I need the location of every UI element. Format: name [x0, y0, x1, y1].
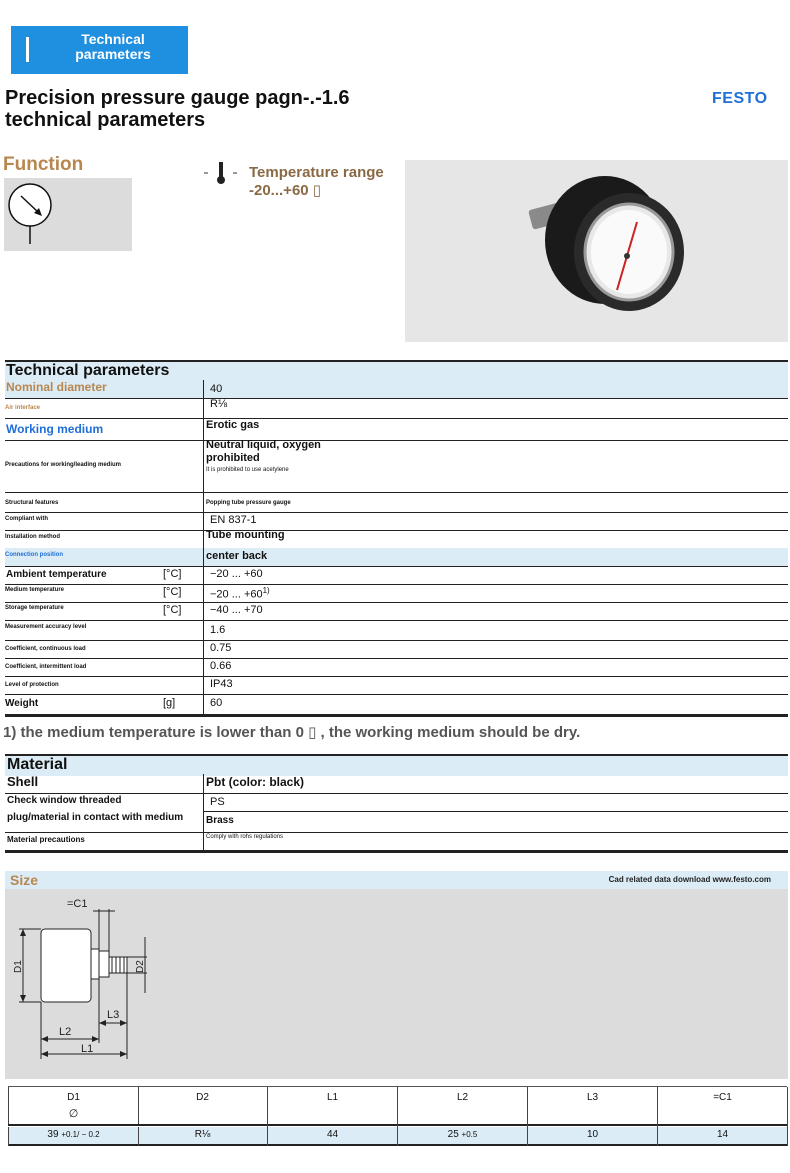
size-title: Size — [10, 872, 39, 888]
row-value: EN 837-1 — [203, 512, 788, 530]
row-value: −40 ... +70 — [203, 602, 788, 620]
row-value: Tube mounting — [203, 530, 788, 548]
row-value: Pbt (color: black) — [203, 774, 788, 793]
row-value: 60 — [203, 694, 788, 714]
page-title — [5, 87, 350, 131]
header-l1: L1 — [268, 1087, 398, 1129]
table-row — [5, 418, 788, 441]
pressure-gauge-image — [405, 160, 788, 342]
thermometer-icon — [203, 160, 243, 186]
table-row — [5, 676, 788, 695]
row-value: Popping tube pressure gauge — [203, 492, 788, 512]
row-value-group — [203, 584, 788, 602]
header-cell — [8, 1087, 139, 1124]
row-label: Material precautions — [7, 835, 85, 844]
header-d1: D1 — [67, 1092, 80, 1103]
table-row — [5, 694, 788, 717]
function-title: Function — [3, 154, 84, 175]
row-label: Ambient temperature — [6, 569, 107, 580]
row-label: Weight — [5, 698, 39, 709]
tolerance-d1: +0.1/ − 0.2 — [61, 1130, 100, 1139]
row-unit: [g] — [163, 697, 176, 709]
table-row — [5, 658, 788, 677]
row-value: 0.66 — [203, 658, 788, 676]
table-row — [5, 512, 788, 531]
row-label: Structural features — [5, 500, 59, 506]
table-row — [5, 492, 788, 513]
row-value: It is prohibited to use acetylene — [206, 467, 289, 473]
tech-params-heading: Technical parameters — [6, 362, 170, 379]
title-line2: technical parameters — [5, 109, 206, 131]
row-value-group — [203, 440, 788, 492]
row-value: 1.6 — [203, 620, 788, 640]
row-label: Storage temperature — [5, 605, 64, 611]
diameter-icon: ∅ — [68, 1108, 79, 1120]
product-photo — [405, 160, 788, 342]
row-unit: [°C] — [163, 604, 182, 616]
table-row — [5, 380, 788, 399]
table-row — [5, 566, 788, 585]
gauge-dimension-diagram — [5, 889, 205, 1079]
row-value: −20 ... +60 — [203, 566, 788, 584]
table-row — [5, 530, 788, 549]
row-value: PS — [203, 793, 788, 812]
title-line1: Precision pressure gauge pagn-.-1.6 — [5, 87, 350, 109]
row-label: Installation method — [5, 534, 61, 540]
tolerance-l2: +0.5 — [461, 1130, 478, 1139]
value-cell — [8, 1127, 139, 1146]
dimension-drawing — [5, 889, 788, 1079]
value-d1: 39 — [47, 1129, 59, 1140]
row-value: Comply with rohs regulations — [203, 832, 788, 850]
header-d2: D2 — [138, 1087, 268, 1129]
material-heading: Material — [7, 756, 68, 773]
row-label: Air interface — [5, 405, 41, 411]
row-value: 40 — [203, 380, 788, 398]
temperature-range — [249, 164, 384, 200]
value-l1: 44 — [268, 1127, 398, 1146]
row-label: Medium temperature — [5, 587, 65, 593]
value-l3: 10 — [528, 1127, 658, 1146]
row-label: Shell — [7, 774, 39, 789]
row-value: −20 ... +60 — [210, 588, 263, 601]
header-l3: L3 — [528, 1087, 658, 1129]
table-row — [5, 832, 788, 853]
table-row — [5, 620, 788, 641]
row-label: Coefficient, continuous load — [5, 646, 86, 652]
cad-download-link[interactable]: Cad related data download www.festo.com — [608, 875, 771, 884]
row-value: Erotic gas — [203, 418, 788, 440]
row-label: Connection position — [5, 552, 63, 558]
function-symbol-box — [4, 178, 132, 251]
tech-params-heading-bar — [5, 360, 788, 382]
row-unit: [°C] — [163, 586, 182, 598]
size-heading-bar — [5, 871, 788, 889]
dimension-table-header — [8, 1086, 787, 1126]
dim-label-c1: =C1 — [67, 898, 88, 910]
dim-label-l3: L3 — [107, 1009, 120, 1021]
dim-label-d2: D2 — [135, 960, 146, 973]
table-row — [5, 584, 788, 603]
table-row — [5, 812, 788, 833]
gauge-symbol-icon — [4, 178, 132, 251]
footnote: 1) the medium temperature is lower than 0 ▯ , the working medium should be dry. — [3, 724, 581, 741]
value-cell — [398, 1127, 528, 1146]
dim-label-l1: L1 — [81, 1043, 94, 1055]
dim-label-d1: D1 — [13, 960, 24, 973]
dim-label-l2: L2 — [59, 1026, 72, 1038]
table-row — [5, 602, 788, 621]
row-value: 0.75 — [203, 640, 788, 658]
table-row — [5, 548, 788, 567]
festo-logo: FESTO — [712, 90, 768, 107]
value-c1: 14 — [658, 1127, 788, 1146]
row-value: IP43 — [203, 676, 788, 694]
dimension-table-row — [8, 1127, 787, 1146]
section-tab — [11, 26, 188, 74]
row-label: Nominal diameter — [6, 380, 107, 394]
table-row — [5, 793, 788, 812]
header-l2: L2 — [398, 1087, 528, 1129]
row-value: Brass — [203, 812, 788, 832]
header-c1: =C1 — [658, 1087, 788, 1129]
row-unit: [°C] — [163, 568, 182, 580]
table-row — [5, 640, 788, 659]
material-heading-bar — [5, 754, 788, 776]
row-label: Level of protection — [5, 682, 59, 688]
dimension-table — [8, 1086, 787, 1152]
value-d2: R⅛ — [138, 1127, 268, 1146]
row-label: Working medium — [6, 422, 104, 436]
row-label: Precautions for working/leading medium — [5, 462, 122, 468]
value-l2: 25 — [447, 1129, 459, 1140]
temperature-label: Temperature range — [249, 164, 384, 181]
tab-label: Technical parameters — [75, 31, 151, 62]
table-row — [5, 774, 788, 794]
row-label: Compliant with — [5, 516, 48, 522]
row-value: R⅛ — [203, 398, 788, 418]
row-label: Measurement accuracy level — [5, 624, 87, 630]
temperature-value: -20...+60 ▯ — [249, 182, 322, 199]
row-label: Coefficient, intermittent load — [5, 664, 87, 670]
row-value: center back — [203, 548, 788, 566]
footnote-marker: 1) — [262, 586, 270, 595]
row-value: Neutral liquid, oxygen — [206, 440, 321, 451]
tab-bar — [26, 37, 29, 62]
row-label: plug/material in contact with medium — [7, 812, 184, 823]
row-value: prohibited — [206, 452, 260, 464]
table-row — [5, 440, 788, 493]
row-label: Check window threaded — [7, 795, 122, 806]
table-row — [5, 398, 788, 419]
